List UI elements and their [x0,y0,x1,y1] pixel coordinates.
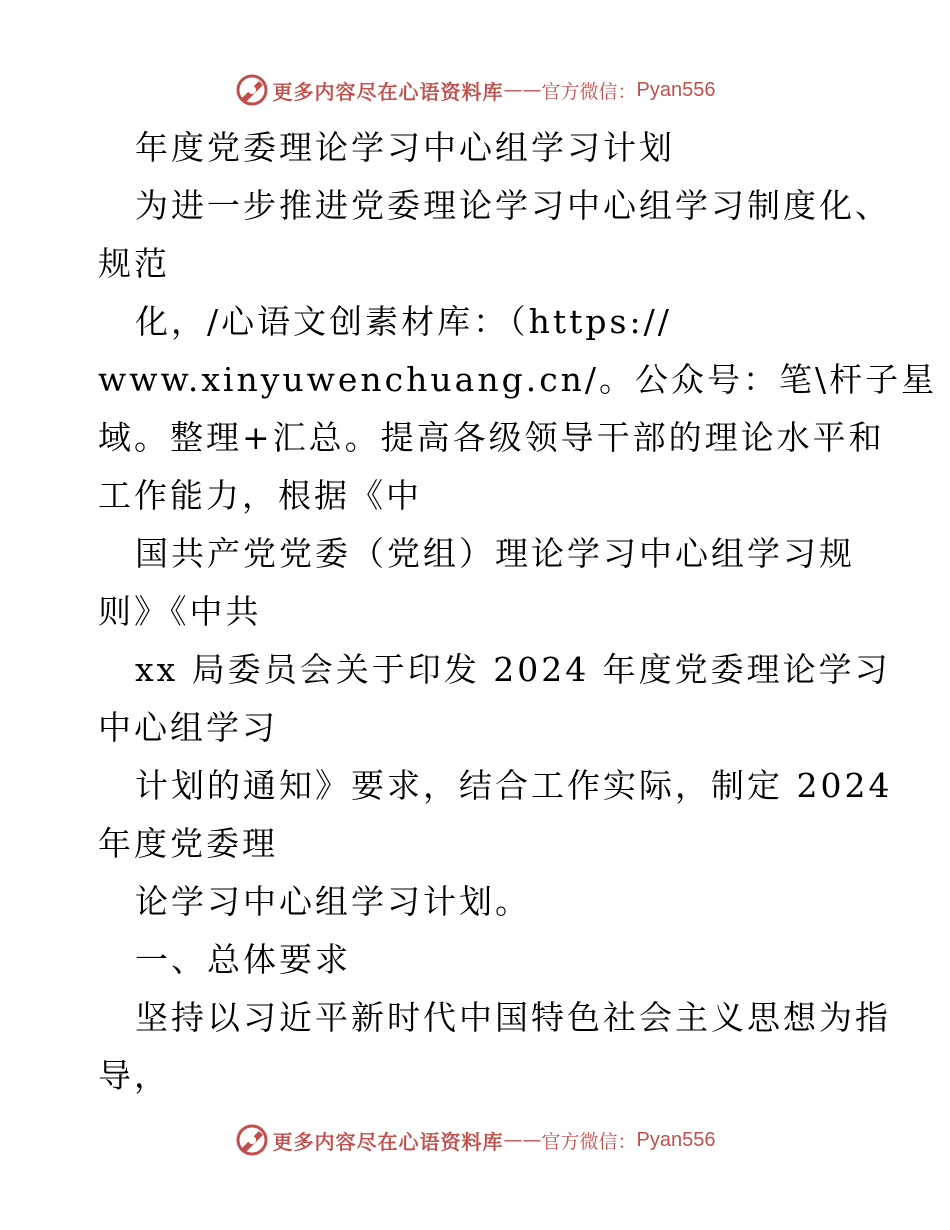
text-line: 工作能力，根据《中 [98,476,422,515]
text-line: 国共产党党委（党组）理论学习中心组学习规 [135,534,855,573]
text-line: www.xinyuwenchuang.cn/。公众号：笔\杆子星 [98,360,938,399]
banner-wechat-label: 官方微信： [541,80,637,103]
text-line: 年度党委理论学习中心组学习计划 [135,128,675,167]
text-line: 中心组学习 [98,708,278,747]
text-line: 域。整理+汇总。提高各级领导干部的理论水平和 [98,418,885,457]
banner-wechat-id: Pyan556 [636,78,716,101]
footer-banner [0,1120,950,1160]
text-line: 计划的通知》要求，结合工作实际，制定 2024 [135,766,893,805]
text-line: 为进一步推进党委理论学习中心组学习制度化、 [135,186,891,225]
header-banner [0,70,950,110]
text-line: 则》《中共 [98,592,262,631]
banner-title: 更多内容尽在心语资料库 [272,1129,504,1154]
pen-logo-icon [235,73,269,107]
pen-logo-icon [235,1123,269,1157]
text-line: 规范 [98,244,170,283]
banner-separator: —— [503,79,542,101]
banner-wechat-id: Pyan556 [636,1128,716,1151]
text-line: 坚持以习近平新时代中国特色社会主义思想为指 [135,998,891,1037]
section-heading: 一、总体要求 [135,940,351,979]
text-line: 导， [98,1056,170,1095]
banner-separator: —— [503,1129,542,1151]
banner-title: 更多内容尽在心语资料库 [272,79,504,104]
text-line: xx 局委员会关于印发 2024 年度党委理论学习 [135,650,891,689]
text-line: 年度党委理 [98,824,278,863]
text-line: 论学习中心组学习计划。 [135,882,531,921]
banner-wechat-label: 官方微信： [541,1130,637,1153]
text-line: 化，/心语文创素材库：（https:// [135,302,672,341]
